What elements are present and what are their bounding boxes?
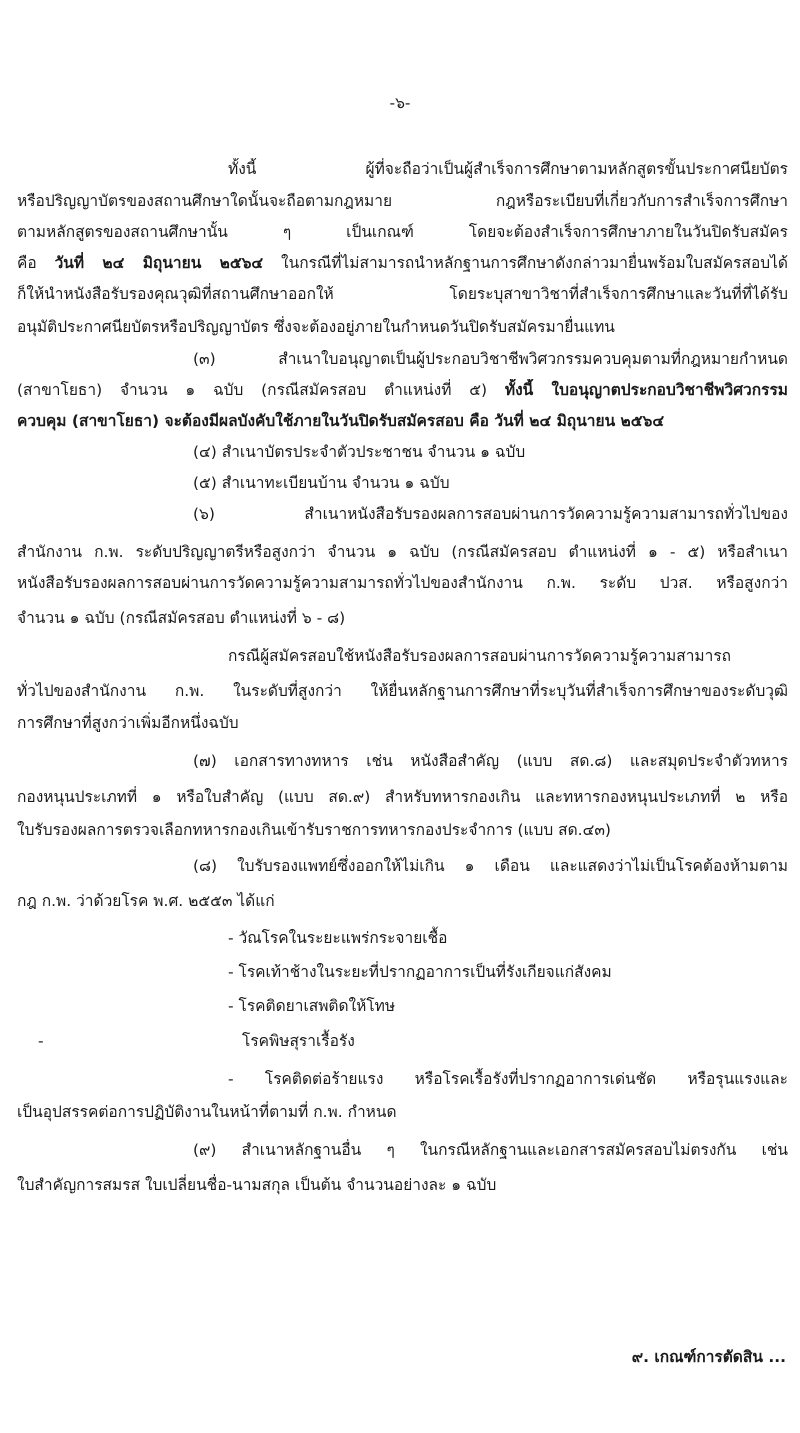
item9-line1: (๙) สำเนาหลักฐานอื่น ๆ ในกรณีหลักฐานและเอกสารสมัครสอบไม่ตรงกัน เช่น xyxy=(193,1141,788,1159)
note-line2: ทั่วไปของสำนักงาน ก.พ. ในระดับที่สูงกว่า ให้ยื่นหลักฐานการศึกษาที่ระบุวันที่สำเร็จการศึกษาของระดับวุฒิ xyxy=(17,682,788,700)
item3-line2-bold: ทั้งนี้ ใบอนุญาตประกอบวิชาชีพวิศวกรรม xyxy=(504,381,788,399)
para1-line4-rest: ในกรณีที่ไม่สามารถนำหลักฐานการศึกษาดังกล่าวมายื่นพร้อมใบสมัครสอบได้ xyxy=(281,254,788,272)
note-line3: การศึกษาที่สูงกว่าเพิ่มอีกหนึ่งฉบับ xyxy=(17,714,239,732)
item3-line1: (๓) สำเนาใบอนุญาตเป็นผู้ประกอบวิชาชีพวิศวกรรมควบคุมตามที่กฎหมายกำหนด xyxy=(193,350,788,368)
para1-line2: หรือปริญญาบัตรของสถานศึกษาใดนั้นจะถือตามกฎหมาย กฎหรือระเบียบที่เกี่ยวกับการสำเร็จการศึกษา xyxy=(17,192,788,210)
disease-4: โรคพิษสุราเรื้อรัง xyxy=(242,1032,355,1050)
next-page-footer: ๙. เกณฑ์การตัดสิน ... xyxy=(631,1348,786,1366)
item8-line1: (๘) ใบรับรองแพทย์ซึ่งออกให้ไม่เกิน ๑ เดือน และแสดงว่าไม่เป็นโรคต้องห้ามตาม xyxy=(193,857,788,875)
disease-4-dash: - xyxy=(38,1032,44,1050)
item7-line3: ใบรับรองผลการตรวจเลือกทหารกองเกินเข้ารับราชการทหารกองประจำการ (แบบ สด.๔๓) xyxy=(17,821,611,839)
para1-line1: ทั้งนี้ ผู้ที่จะถือว่าเป็นผู้สำเร็จการศึกษาตามหลักสูตรขั้นประกาศนียบัตร xyxy=(228,160,788,178)
item6-line3: หนังสือรับรองผลการสอบผ่านการวัดความรู้ความสามารถทั่วไปของสำนักงาน ก.พ. ระดับ ปวส. หรือสูงกว่า xyxy=(17,574,788,592)
item4: (๔) สำเนาบัตรประจำตัวประชาชน จำนวน ๑ ฉบับ xyxy=(193,443,526,461)
item9-line2: ใบสำคัญการสมรส ใบเปลี่ยนชื่อ-นามสกุล เป็นต้น จำนวนอย่างละ ๑ ฉบับ xyxy=(17,1176,497,1194)
page-number: -๖- xyxy=(389,94,411,112)
disease-5: - โรคติดต่อร้ายแรง หรือโรคเรื้อรังที่ปรากฏอาการเด่นชัด หรือรุนแรงและ xyxy=(228,1070,788,1088)
item6-line4: จำนวน ๑ ฉบับ (กรณีสมัครสอบ ตำแหน่งที่ ๖ - ๘) xyxy=(17,609,346,627)
para1-line4 xyxy=(17,252,788,274)
para1-line5: ก็ให้นำหนังสือรับรองคุณวุฒิที่สถานศึกษาออกให้ โดยระบุสาขาวิชาที่สำเร็จการศึกษาและวันที่ที่ได้รับ xyxy=(17,285,788,303)
disease-5-line2: เป็นอุปสรรคต่อการปฏิบัติงานในหน้าที่ตามที่ ก.พ. กำหนด xyxy=(17,1103,397,1121)
note-line1: กรณีผู้สมัครสอบใช้หนังสือรับรองผลการสอบผ่านการวัดความรู้ความสามารถ xyxy=(228,647,732,665)
item6-line2: สำนักงาน ก.พ. ระดับปริญญาตรีหรือสูงกว่า จำนวน ๑ ฉบับ (กรณีสมัครสอบ ตำแหน่งที่ ๑ - ๕) หรือสำเนา xyxy=(17,543,788,561)
para1-deadline: วันที่ ๒๔ มิถุนายน ๒๕๖๔ xyxy=(54,254,264,272)
item3-line2 xyxy=(17,379,788,401)
item7-line1: (๗) เอกสารทางทหาร เช่น หนังสือสำคัญ (แบบ สด.๘) และสมุดประจำตัวทหาร xyxy=(193,752,788,770)
para1-kue: คือ xyxy=(17,254,37,272)
item8-line2: กฎ ก.พ. ว่าด้วยโรค พ.ศ. ๒๕๕๓ ได้แก่ xyxy=(17,892,275,910)
para1-line6: อนุมัติประกาศนียบัตรหรือปริญญาบัตร ซึ่งจะต้องอยู่ภายในกำหนดวันปิดรับสมัครมายื่นแทน xyxy=(17,318,615,336)
item3-line3: ควบคุม (สาขาโยธา) จะต้องมีผลบังคับใช้ภายในวันปิดรับสมัครสอบ คือ วันที่ ๒๔ มิถุนายน ๒๕๖๔ xyxy=(17,412,665,430)
item3-line2-normal: (สาขาโยธา) จำนวน ๑ ฉบับ (กรณีสมัครสอบ ตำแหน่งที่ ๕) xyxy=(17,381,488,399)
item5: (๕) สำเนาทะเบียนบ้าน จำนวน ๑ ฉบับ xyxy=(193,474,450,492)
item7-line2: กองหนุนประเภทที่ ๑ หรือใบสำคัญ (แบบ สด.๙) สำหรับทหารกองเกิน และทหารกองหนุนประเภทที่ ๒ หรือ xyxy=(17,788,788,806)
disease-3: - โรคติดยาเสพติดให้โทษ xyxy=(228,997,396,1015)
disease-2: - โรคเท้าช้างในระยะที่ปรากฏอาการเป็นที่รังเกียจแก่สังคม xyxy=(228,963,612,981)
disease-1: - วัณโรคในระยะแพร่กระจายเชื้อ xyxy=(228,929,448,947)
item6-line1: (๖) สำเนาหนังสือรับรองผลการสอบผ่านการวัดความรู้ความสามารถทั่วไปของ xyxy=(193,505,788,523)
para1-line3: ตามหลักสูตรของสถานศึกษานั้น ๆ เป็นเกณฑ์ โดยจะต้องสำเร็จการศึกษาภายในวันปิดรับสมัคร xyxy=(17,223,788,241)
